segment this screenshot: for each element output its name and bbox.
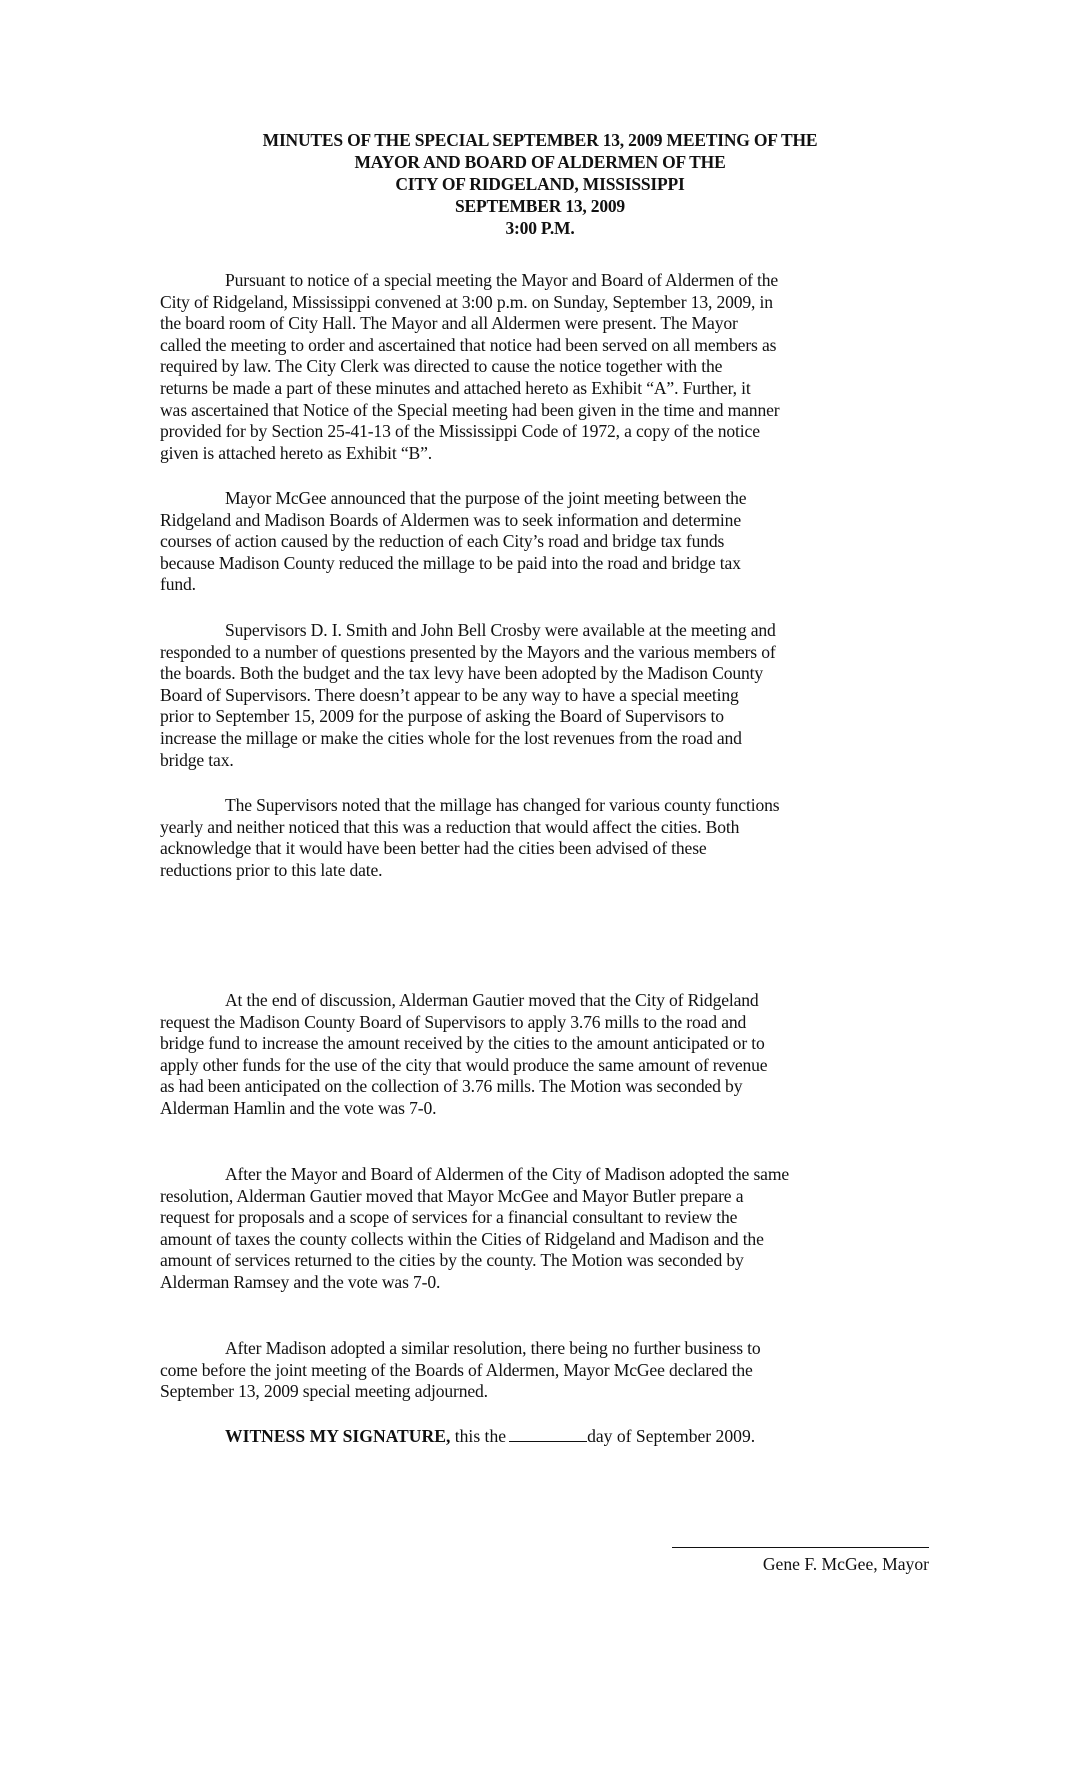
text-line: Pursuant to notice of a special meeting the Mayor and Board of Aldermen of the — [225, 270, 779, 290]
text-line: yearly and neither noticed that this was a reduction that would affect the cities. Both — [160, 816, 740, 837]
text-line: the board room of City Hall. The Mayor and all Aldermen were present. The Mayor — [160, 313, 738, 334]
witness-bold-text: WITNESS MY SIGNATURE, — [225, 1426, 451, 1446]
text-line: September 13, 2009 special meeting adjourned. — [160, 1381, 488, 1402]
paragraph-purpose — [160, 488, 940, 596]
heading-line: SEPTEMBER 13, 2009 — [455, 196, 625, 216]
heading-line: MINUTES OF THE SPECIAL SEPTEMBER 13, 2009 MEETING OF THE — [262, 130, 818, 150]
text-line: returns be made a part of these minutes and attached hereto as Exhibit “A”. Further, it — [160, 377, 751, 398]
signatory-name: Gene F. McGee, Mayor — [762, 1554, 929, 1574]
text-line: At the end of discussion, Alderman Gautier moved that the City of Ridgeland — [225, 990, 759, 1010]
text-line: acknowledge that it would have been better had the cities been advised of these — [160, 838, 707, 859]
heading-line: MAYOR AND BOARD OF ALDERMEN OF THE — [354, 152, 726, 172]
text-line: bridge tax. — [160, 749, 234, 770]
text-line: as had been anticipated on the collection of 3.76 mills. The Motion was seconded by — [160, 1076, 743, 1097]
witness-text-before: this the — [450, 1426, 507, 1446]
text-line: The Supervisors noted that the millage has changed for various county functions — [225, 795, 780, 815]
text-line: apply other funds for the use of the city that would produce the same amount of revenue — [160, 1054, 768, 1075]
text-line: responded to a number of questions presented by the Mayors and the various members of — [160, 641, 776, 662]
heading-line: CITY OF RIDGELAND, MISSISSIPPI — [395, 174, 685, 194]
witness-text-after: day of September 2009. — [587, 1426, 756, 1446]
text-line: bridge fund to increase the amount received by the cities to the amount anticipated or to — [160, 1033, 765, 1054]
text-line: courses of action caused by the reduction of each City’s road and bridge tax funds — [160, 531, 725, 552]
paragraph-motion-gautier — [160, 990, 940, 1120]
paragraph-millage-noted — [160, 795, 940, 881]
text-line: provided for by Section 25-41-13 of the Mississippi Code of 1972, a copy of the notice — [160, 421, 760, 442]
text-line: increase the millage or make the cities whole for the lost revenues from the road and — [160, 727, 742, 748]
paragraph-supervisors — [160, 620, 940, 771]
text-line: was ascertained that Notice of the Special meeting had been given in the time and manner — [160, 399, 780, 420]
text-line: After Madison adopted a similar resolution, there being no further business to — [225, 1338, 761, 1358]
document-heading — [150, 129, 930, 239]
text-line: reductions prior to this late date. — [160, 859, 383, 880]
text-line: request the Madison County Board of Supervisors to apply 3.76 mills to the road and — [160, 1011, 747, 1032]
text-line: required by law. The City Clerk was directed to cause the notice together with the — [160, 356, 723, 377]
signature-line — [672, 1547, 929, 1548]
text-line: Supervisors D. I. Smith and John Bell Crosby were available at the meeting and — [225, 620, 776, 640]
text-line: because Madison County reduced the millage to be paid into the road and bridge tax — [160, 552, 741, 573]
text-line: fund. — [160, 574, 196, 595]
text-line: Alderman Ramsey and the vote was 7-0. — [160, 1271, 441, 1292]
text-line: come before the joint meeting of the Boards of Aldermen, Mayor McGee declared the — [160, 1359, 753, 1380]
paragraph-consultant-motion — [160, 1164, 940, 1294]
date-blank-line — [509, 1425, 587, 1442]
text-line: prior to September 15, 2009 for the purpose of asking the Board of Supervisors to — [160, 706, 724, 727]
text-line: Mayor McGee announced that the purpose of the joint meeting between the — [225, 488, 747, 508]
text-line: Alderman Hamlin and the vote was 7-0. — [160, 1097, 437, 1118]
text-line: After the Mayor and Board of Aldermen of the City of Madison adopted the same — [225, 1164, 790, 1184]
text-line: amount of services returned to the cities by the county. The Motion was seconded by — [160, 1250, 744, 1271]
paragraph-adjournment — [160, 1338, 940, 1403]
text-line: the boards. Both the budget and the tax levy have been adopted by the Madison County — [160, 663, 764, 684]
text-line: amount of taxes the county collects within the Cities of Ridgeland and Madison and the — [160, 1228, 764, 1249]
paragraph-notice — [160, 270, 940, 464]
text-line: City of Ridgeland, Mississippi convened at 3:00 p.m. on Sunday, September 13, 2009, in — [160, 291, 773, 312]
text-line: resolution, Alderman Gautier moved that Mayor McGee and Mayor Butler prepare a — [160, 1185, 744, 1206]
text-line: request for proposals and a scope of services for a financial consultant to review the — [160, 1207, 738, 1228]
text-line: called the meeting to order and ascertained that notice had been served on all members as — [160, 334, 777, 355]
text-line: given is attached hereto as Exhibit “B”. — [160, 442, 432, 463]
heading-line: 3:00 P.M. — [505, 218, 575, 238]
text-line: Ridgeland and Madison Boards of Aldermen was to seek information and determine — [160, 509, 741, 530]
text-line: Board of Supervisors. There doesn’t appear to be any way to have a special meeting — [160, 684, 739, 705]
witness-statement — [225, 1425, 755, 1447]
